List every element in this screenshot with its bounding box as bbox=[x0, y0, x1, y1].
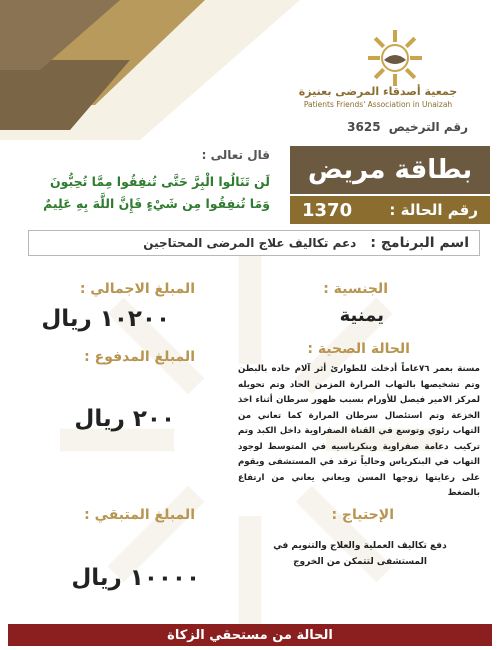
verse-intro: قال تعالى : bbox=[201, 148, 270, 162]
health-status-text: مسنة بعمر ٧٦عاماً أدخلت للطوارئ أثر آلام حاده بالبطن وتم تشخيصها بالتهاب المرارة المزمن الحاد وتم تحويله لمركز الامير فيصل للأورام بسبب ظهور سرطان أثناء اخذ الخزعة وتم استئصال سرطان المرارة كما تعاني من التهاب رئوي وتوسع في القناة الصفراوية داخل الكبد وتم تركيب دعامة صفراوية وبنكرياسيه في المتوسط لوجود التهاب في البنكرياس وحالياً ترقد في المستشفى ويقوم على رعايتها زوجها المسن ويعاني يعاني من ارتفاع بالضغط bbox=[238, 364, 480, 498]
license-number bbox=[347, 120, 472, 134]
case-number-box bbox=[290, 196, 490, 224]
case-number-label: رقم الحالة : bbox=[389, 201, 478, 219]
case-number-value: 1370 bbox=[302, 199, 353, 221]
verse-line-2: وَمَا تُنفِقُوا مِن شَيْءٍ فَإِنَّ اللَّهَ بِهِ عَلِيمٌ bbox=[43, 196, 270, 211]
total-amount-label: المبلغ الاجمالي : bbox=[79, 281, 195, 297]
nationality-label: الجنسية : bbox=[323, 281, 388, 297]
org-name-english: Patients Friends' Association in Unaizah bbox=[303, 100, 453, 109]
program-label: اسم البرنامج : bbox=[370, 235, 469, 251]
remaining-amount-value: ١٠٠٠٠ ريال bbox=[71, 565, 200, 591]
program-row bbox=[28, 230, 480, 256]
license-value: 3625 bbox=[347, 120, 381, 134]
need-text: دفع تكاليف العملية والعلاج والتنويم في المستشفى لتتمكن من الخروج bbox=[273, 541, 447, 567]
paid-amount-value: ٢٠٠ ريال bbox=[74, 406, 175, 432]
total-amount-value: ١٠٢٠٠ ريال bbox=[41, 306, 170, 332]
license-label: رقم الترخيص bbox=[388, 120, 468, 134]
association-logo bbox=[360, 28, 430, 88]
patient-card-title: بطاقة مريض bbox=[290, 146, 490, 194]
remaining-amount-label: المبلغ المتبقي : bbox=[84, 507, 195, 523]
decorative-corner-shapes bbox=[0, 0, 300, 140]
paid-amount-label: المبلغ المدفوع : bbox=[84, 349, 195, 365]
nationality-value: يمنية bbox=[339, 305, 384, 326]
need-label: الإحتياج : bbox=[331, 507, 394, 523]
org-name-arabic: جمعية أصدقاء المرضى بعنيزة bbox=[298, 85, 458, 98]
health-status-label: الحالة الصحية : bbox=[307, 341, 410, 357]
verse-line-1: لَن تَنَالُوا الْبِرَّ حَتَّى تُنفِقُوا مِمَّا تُحِبُّونَ bbox=[49, 174, 270, 189]
program-value: دعم تكاليف علاج المرضى المحتاجين bbox=[143, 236, 357, 250]
zakat-eligibility-banner: الحالة من مستحقي الزكاة bbox=[8, 624, 492, 646]
